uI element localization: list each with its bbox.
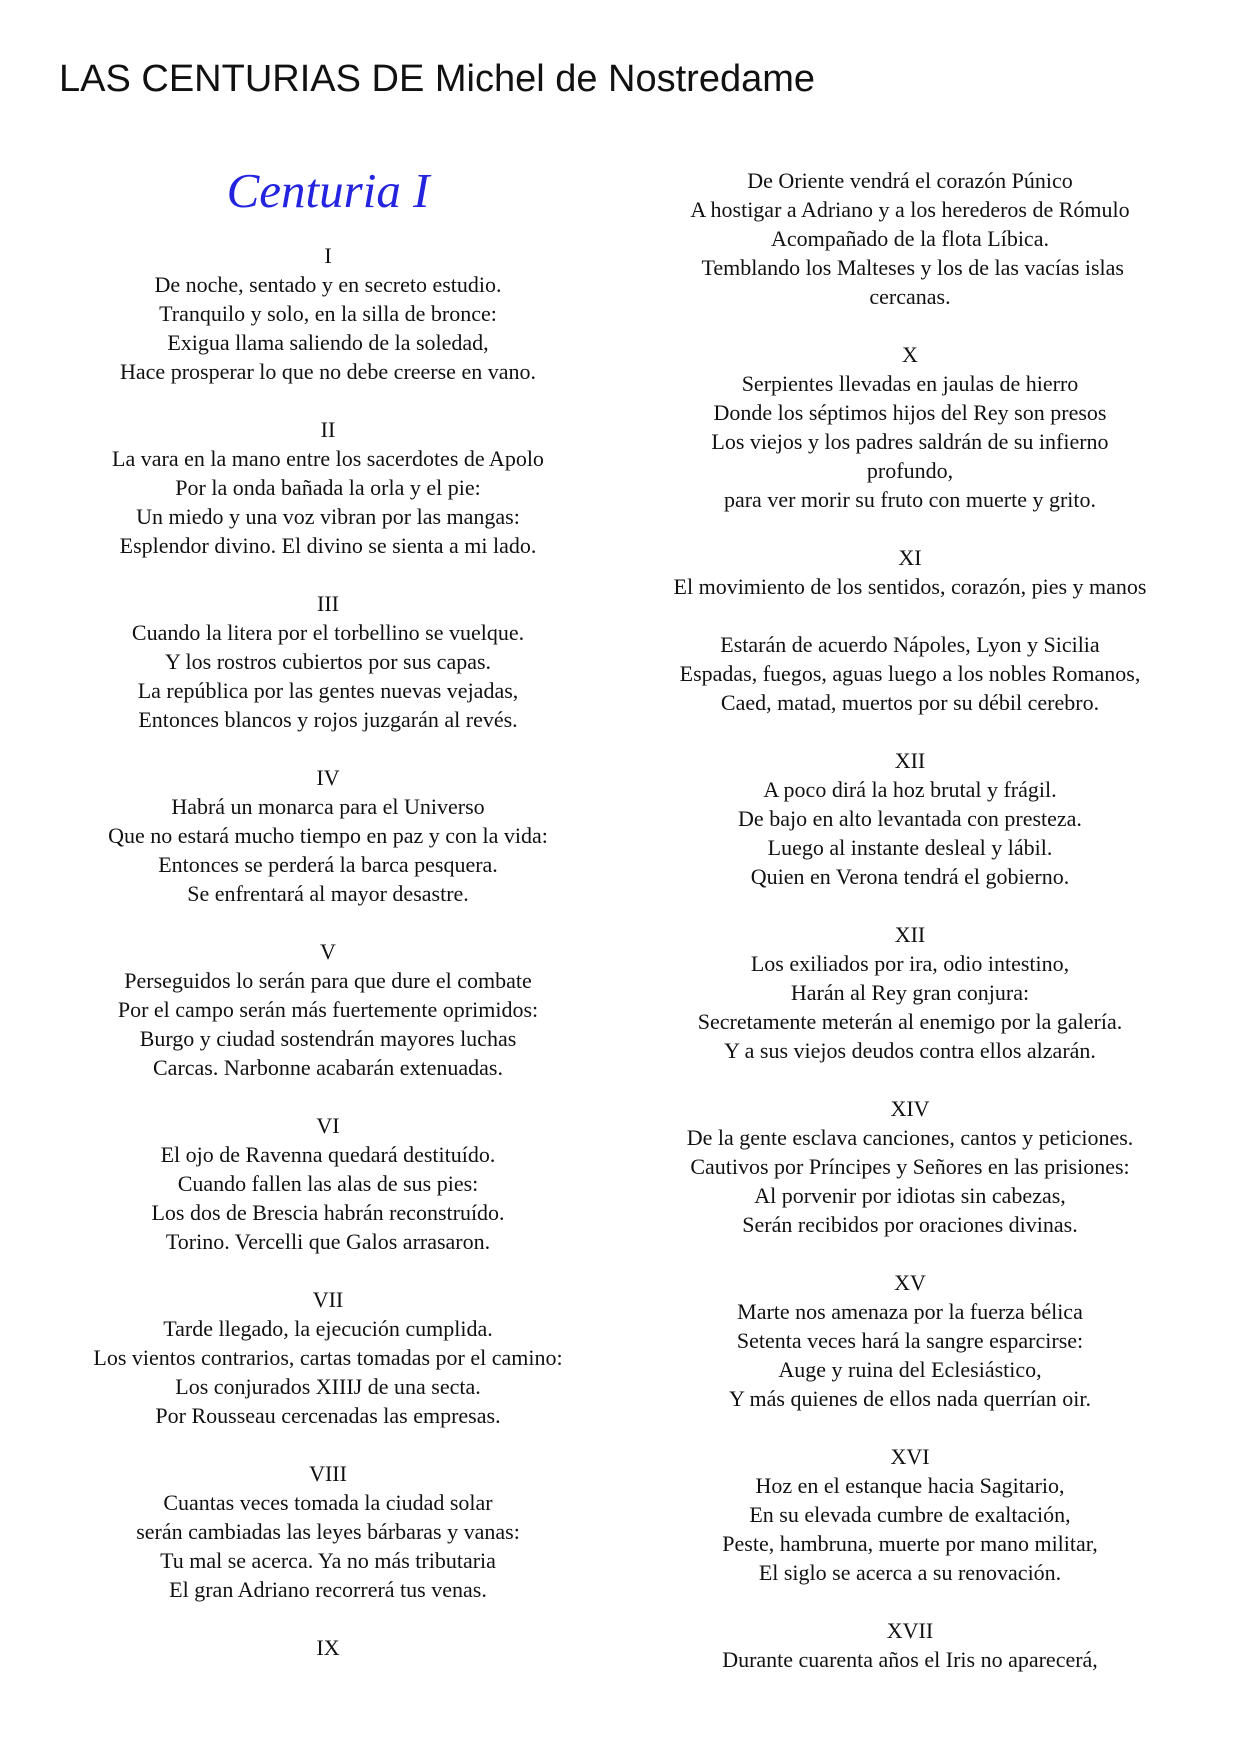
- verse-line: Tranquilo y solo, en la silla de bronce:: [159, 301, 497, 326]
- verse-line: Serpientes llevadas en jaulas de hierro: [741, 371, 1079, 396]
- verse-line: Habrá un monarca para el Universo: [171, 794, 485, 819]
- verse-line: Los conjurados XIIIJ de una secta.: [175, 1374, 481, 1399]
- verse-line: Setenta veces hará la sangre esparcirse:: [736, 1328, 1084, 1353]
- verse-line: Tu mal se acerca. Ya no más tributaria: [160, 1548, 496, 1573]
- stanza: [50, 241, 606, 386]
- stanza: [630, 920, 1190, 1065]
- verse-line: Entonces se perderá la barca pesquera.: [158, 852, 498, 877]
- verse-line: El gran Adriano recorrerá tus venas.: [169, 1577, 487, 1602]
- verse-line: Serán recibidos por oraciones divinas.: [742, 1212, 1078, 1237]
- verse-line: A poco dirá la hoz brutal y frágil.: [763, 777, 1057, 802]
- verse-line: Marte nos amenaza por la fuerza bélica: [737, 1299, 1083, 1324]
- verse-line: Luego al instante desleal y lábil.: [767, 835, 1053, 860]
- verse-line: Burgo y ciudad sostendrán mayores luchas: [139, 1026, 517, 1051]
- stanza: [50, 589, 606, 734]
- verse-line: Espadas, fuegos, aguas luego a los nobles Romanos,: [679, 661, 1141, 686]
- stanza: [630, 166, 1190, 311]
- stanza: [630, 746, 1190, 891]
- stanza-numeral: XV: [894, 1270, 926, 1295]
- stanza: [50, 937, 606, 1082]
- stanza-numeral: XIV: [890, 1096, 930, 1121]
- verse-line: De Oriente vendrá el corazón Púnico: [747, 168, 1073, 193]
- verse-line: Carcas. Narbonne acabarán extenuadas.: [153, 1055, 503, 1080]
- verse-line: [630, 601, 1190, 630]
- stanza: [50, 763, 606, 908]
- verse-line: Cuando la litera por el torbellino se vuelque.: [131, 620, 525, 645]
- stanza-numeral: XVII: [886, 1618, 934, 1643]
- verse-line: Por el campo serán más fuertemente oprimidos:: [117, 997, 539, 1022]
- right-stanza-list: [630, 166, 1190, 1674]
- stanza: [630, 543, 1190, 717]
- stanza: [50, 1633, 606, 1662]
- stanza-numeral: X: [902, 342, 918, 367]
- verse-line: En su elevada cumbre de exaltación,: [749, 1502, 1071, 1527]
- stanza-numeral: XII: [894, 922, 926, 947]
- stanza-numeral: I: [324, 243, 332, 268]
- stanza: [630, 340, 1190, 514]
- verse-line: Hace prosperar lo que no debe creerse en vano.: [120, 359, 536, 384]
- verse-line: Hoz en el estanque hacia Sagitario,: [755, 1473, 1065, 1498]
- verse-line: Perseguidos lo serán para que dure el combate: [124, 968, 532, 993]
- verse-line: Por la onda bañada la orla y el pie:: [175, 475, 481, 500]
- verse-line: Que no estará mucho tiempo en paz y con la vida:: [108, 823, 548, 848]
- section-title: Centuria I: [226, 163, 430, 218]
- verse-line: serán cambiadas las leyes bárbaras y vanas:: [136, 1519, 520, 1544]
- stanza-numeral: XII: [894, 748, 926, 773]
- stanza: [630, 1616, 1190, 1674]
- verse-line: Esplendor divino. El divino se sienta a mi lado.: [119, 533, 537, 558]
- stanza-numeral: XI: [898, 545, 922, 570]
- stanza: [630, 1442, 1190, 1587]
- verse-line: Quien en Verona tendrá el gobierno.: [750, 864, 1070, 889]
- verse-line: Al porvenir por idiotas sin cabezas,: [754, 1183, 1066, 1208]
- verse-line: Y a sus viejos deudos contra ellos alzarán.: [724, 1038, 1096, 1063]
- verse-line: Y más quienes de ellos nada querrían oir.: [728, 1386, 1092, 1411]
- verse-line: De la gente esclava canciones, cantos y peticiones.: [686, 1125, 1134, 1150]
- verse-line: para ver morir su fruto con muerte y grito.: [723, 487, 1097, 512]
- verse-line: El siglo se acerca a su renovación.: [758, 1560, 1062, 1585]
- verse-line: Entonces blancos y rojos juzgarán al revés.: [138, 707, 518, 732]
- verse-line: A hostigar a Adriano y a los herederos de Rómulo: [690, 197, 1130, 222]
- verse-line: Peste, hambruna, muerte por mano militar,: [722, 1531, 1098, 1556]
- verse-line: Por Rousseau cercenadas las empresas.: [155, 1403, 501, 1428]
- verse-line: La vara en la mano entre los sacerdotes de Apolo: [112, 446, 544, 471]
- verse-line: El ojo de Ravenna quedará destituído.: [160, 1142, 496, 1167]
- verse-line: Durante cuarenta años el Iris no aparecerá,: [722, 1647, 1098, 1672]
- verse-line: Donde los séptimos hijos del Rey son presos: [713, 400, 1107, 425]
- stanza-numeral: IV: [316, 765, 340, 790]
- stanza: [630, 1094, 1190, 1239]
- verse-line: Cuantas veces tomada la ciudad solar: [163, 1490, 493, 1515]
- verse-line: profundo,: [866, 458, 954, 483]
- stanza-numeral: VII: [312, 1287, 344, 1312]
- stanza-numeral: V: [320, 939, 336, 964]
- stanza-numeral: II: [320, 417, 336, 442]
- verse-line: La república por las gentes nuevas vejadas,: [137, 678, 519, 703]
- verse-line: Los dos de Brescia habrán reconstruído.: [151, 1200, 505, 1225]
- verse-line: De bajo en alto levantada con presteza.: [738, 806, 1082, 831]
- verse-line: Cuando fallen las alas de sus pies:: [177, 1171, 479, 1196]
- left-column: [50, 163, 606, 1691]
- stanza-numeral: IX: [316, 1635, 340, 1660]
- verse-line: Secretamente meterán al enemigo por la galería.: [697, 1009, 1123, 1034]
- verse-line: Los exiliados por ira, odio intestino,: [750, 951, 1070, 976]
- verse-line: Torino. Vercelli que Galos arrasaron.: [165, 1229, 491, 1254]
- verse-line: Se enfrentará al mayor desastre.: [187, 881, 469, 906]
- stanza: [50, 1459, 606, 1604]
- stanza: [630, 1268, 1190, 1413]
- stanza: [50, 1285, 606, 1430]
- verse-line: El movimiento de los sentidos, corazón, pies y manos: [673, 574, 1147, 599]
- verse-line: Auge y ruina del Eclesiástico,: [778, 1357, 1042, 1382]
- stanza-numeral: VI: [316, 1113, 340, 1138]
- verse-line: Los viejos y los padres saldrán de su infierno: [711, 429, 1109, 454]
- verse-line: Estarán de acuerdo Nápoles, Lyon y Sicilia: [720, 632, 1100, 657]
- document-title: LAS CENTURIAS DE Michel de Nostredame: [59, 58, 816, 100]
- verse-line: Exigua llama saliendo de la soledad,: [167, 330, 489, 355]
- stanza: [50, 415, 606, 560]
- verse-line: cercanas.: [869, 284, 951, 309]
- verse-line: Caed, matad, muertos por su débil cerebro.: [720, 690, 1100, 715]
- verse-line: Los vientos contrarios, cartas tomadas por el camino:: [93, 1345, 563, 1370]
- stanza-numeral: III: [317, 591, 339, 616]
- verse-line: Acompañado de la flota Líbica.: [771, 226, 1049, 251]
- left-stanza-list: [50, 241, 606, 1662]
- right-column: [630, 166, 1190, 1703]
- stanza: [50, 1111, 606, 1256]
- verse-line: Temblando los Malteses y los de las vacías islas: [696, 255, 1124, 280]
- verse-line: De noche, sentado y en secreto estudio.: [154, 272, 502, 297]
- stanza-numeral: XVI: [890, 1444, 930, 1469]
- stanza-numeral: VIII: [309, 1461, 347, 1486]
- verse-line: Cautivos por Príncipes y Señores en las prisiones:: [690, 1154, 1130, 1179]
- verse-line: Tarde llegado, la ejecución cumplida.: [163, 1316, 493, 1341]
- verse-line: Y los rostros cubiertos por sus capas.: [164, 649, 492, 674]
- verse-line: Harán al Rey gran conjura:: [790, 980, 1030, 1005]
- verse-line: Un miedo y una voz vibran por las mangas:: [136, 504, 520, 529]
